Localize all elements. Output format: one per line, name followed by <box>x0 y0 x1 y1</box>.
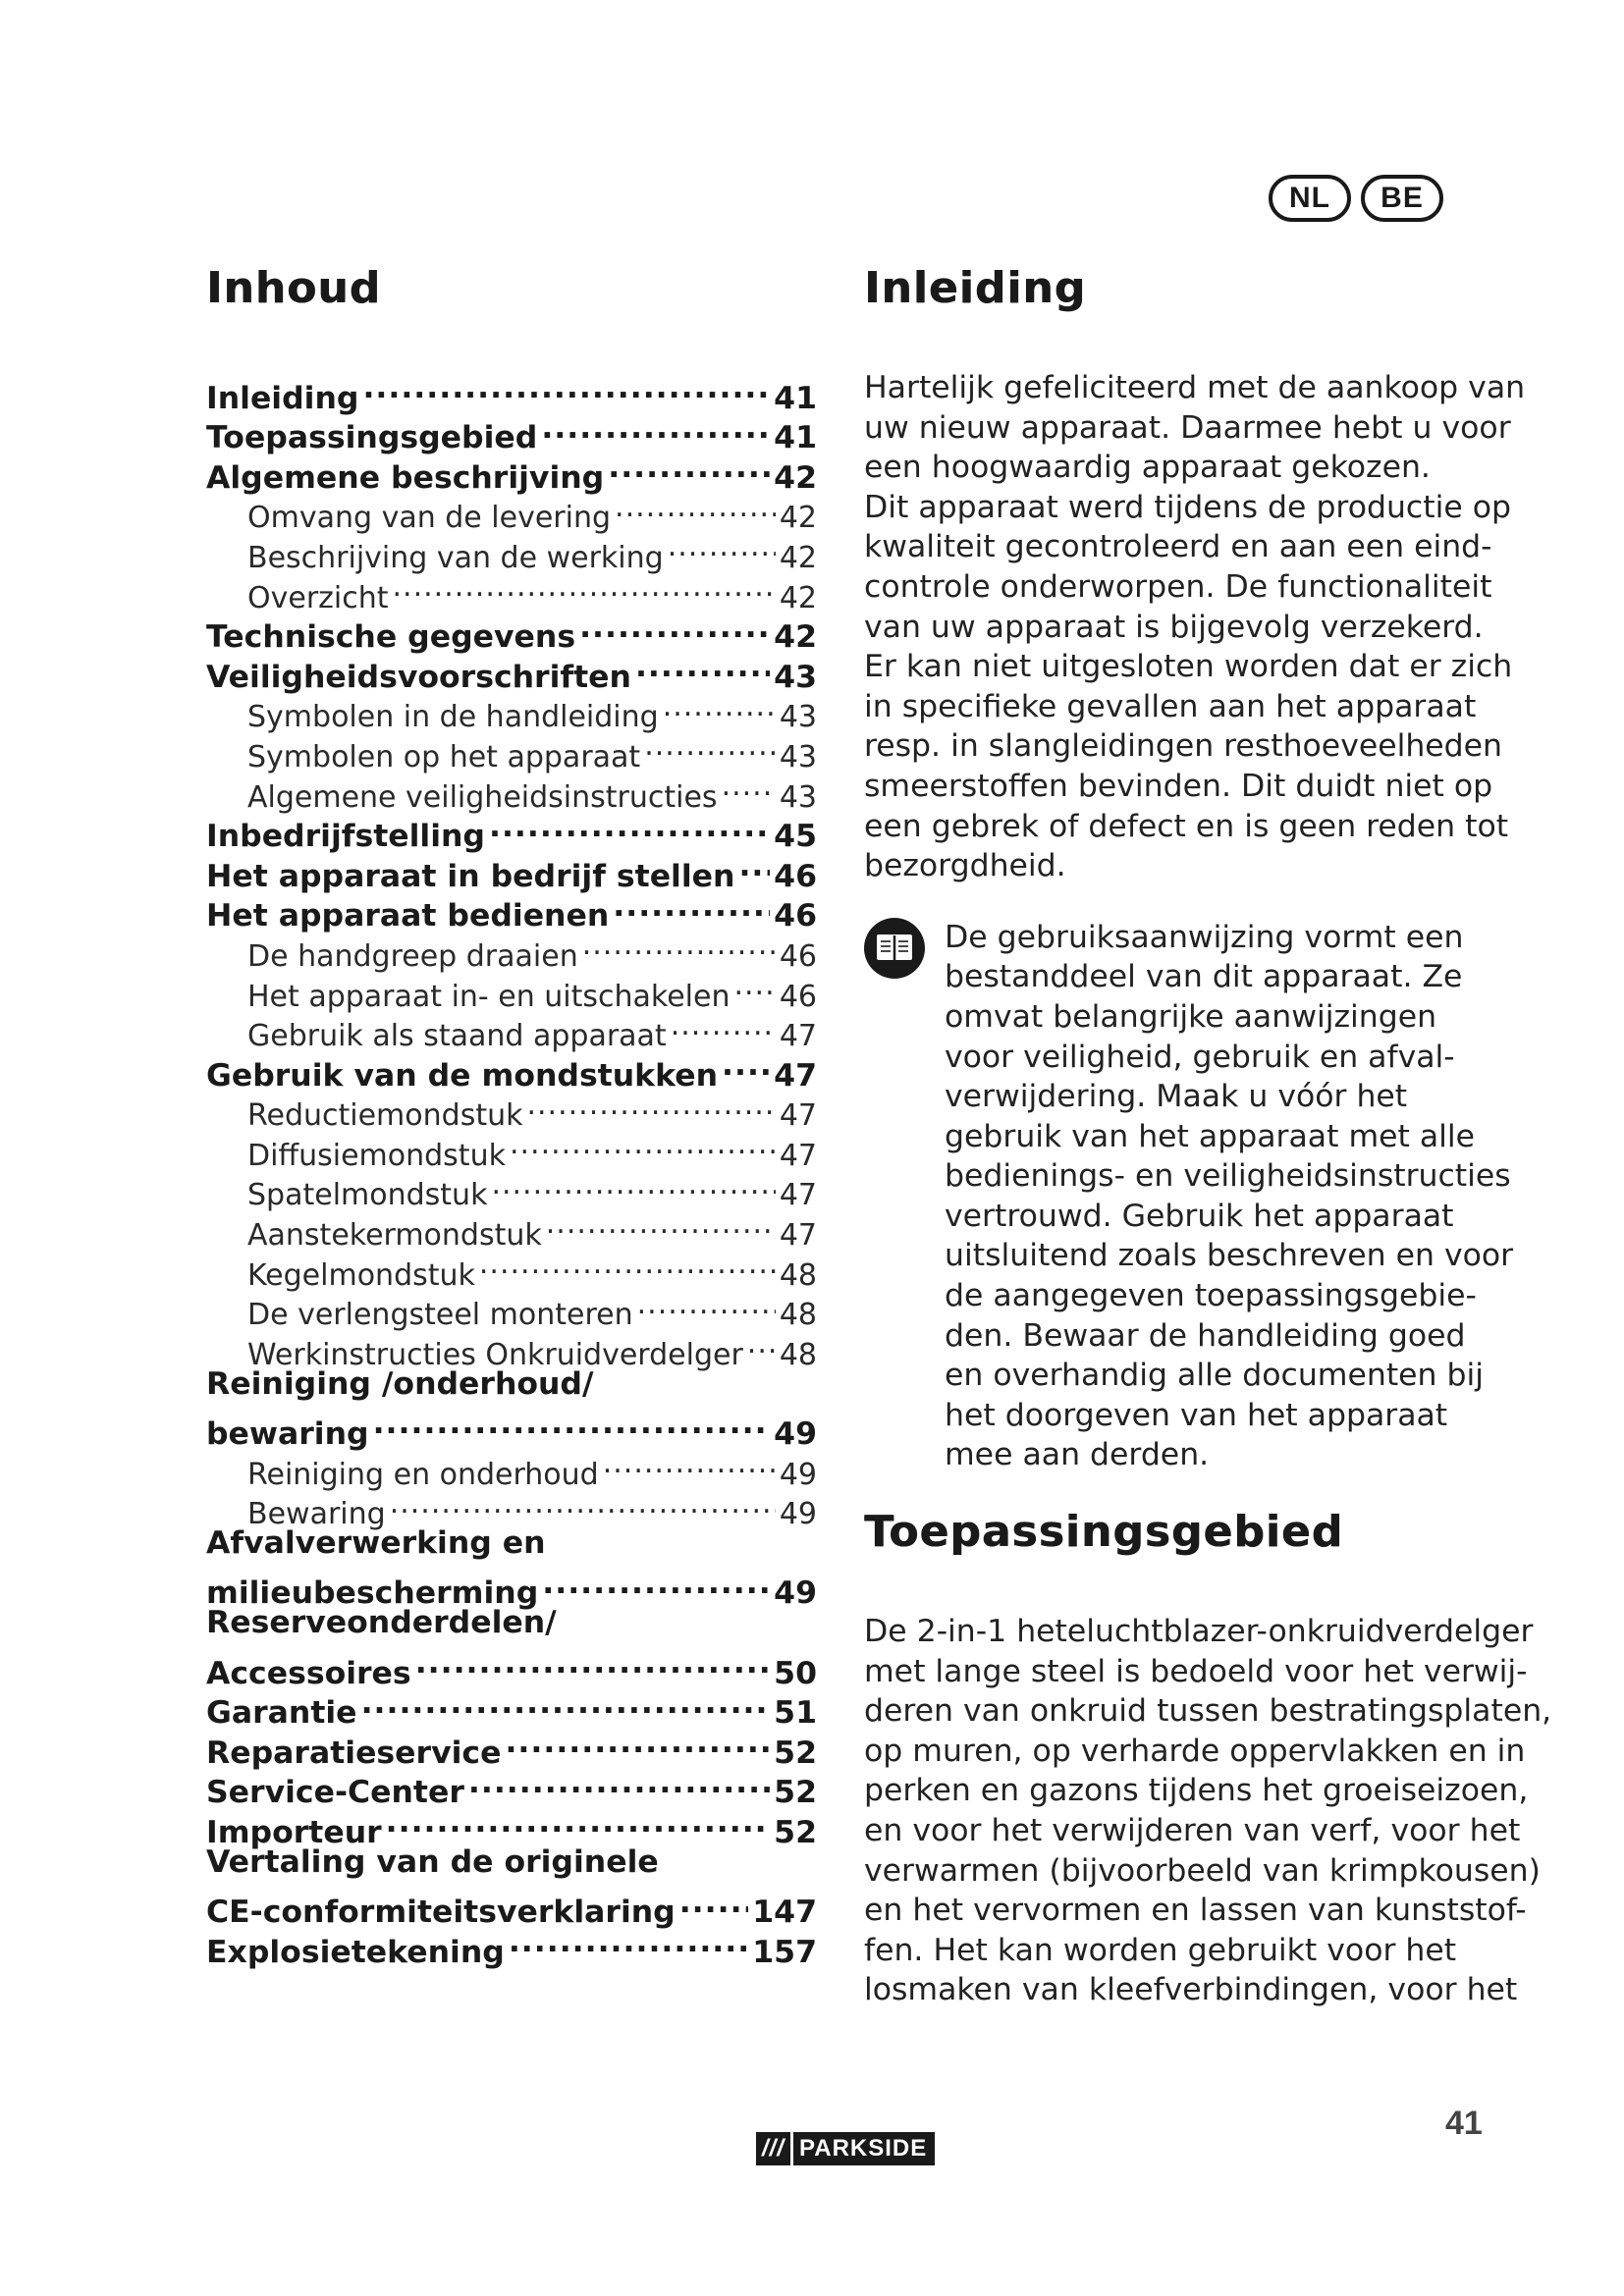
toc-entry-title: Reductiemondstuk <box>247 1098 523 1134</box>
toc-entry-title: De handgreep draaien <box>247 938 578 974</box>
toc-entry-title: Vertaling van de originele <box>206 1843 659 1880</box>
toc-entry-title: Service-Center <box>206 1775 464 1811</box>
toc-entry-title: Bewaring <box>247 1497 386 1532</box>
toc-column <box>206 263 817 1970</box>
toc-entry-title: Inbedrijfstelling <box>206 819 485 855</box>
toc-leader-dots <box>373 1404 771 1444</box>
text-line: deren van onkruid tussen bestratingsplaten, <box>864 1693 1552 1730</box>
page-number: 41 <box>1445 2105 1483 2142</box>
toc-leader-dots <box>479 1245 776 1285</box>
toc-entry-page: 47 <box>779 1098 817 1134</box>
toc-entry-title: Reserveonderdelen/ <box>206 1605 557 1641</box>
text-line: smeerstoffen bevinden. Dit duidt niet op <box>864 768 1493 804</box>
section-title-toepassingsgebied: Toepassingsgebied <box>864 1507 1344 1558</box>
toc-entry-page: 147 <box>752 1895 817 1931</box>
language-badge-be: BE <box>1361 175 1443 222</box>
text-line: controle onderworpen. De functionaliteit <box>864 568 1492 605</box>
text-line: een hoogwaardig apparaat gekozen. <box>864 450 1431 486</box>
toc-entry-title: Reiniging en onderhoud <box>247 1457 599 1492</box>
toc-leader-dots <box>679 1883 749 1923</box>
toc-leader-dots <box>393 567 776 608</box>
toc-leader-dots <box>526 1086 775 1126</box>
toc-leader-dots <box>361 1683 771 1724</box>
toc-entry <box>206 1564 817 1612</box>
toc-entry-page: 41 <box>774 380 817 416</box>
content-column <box>864 263 1552 2010</box>
toc-entry-page: 42 <box>779 540 817 575</box>
text-line: bedienings- en veiligheidsinstructies <box>945 1158 1511 1195</box>
toc-entry-page: 47 <box>774 1057 817 1094</box>
language-badges <box>1269 175 1443 222</box>
toc-entry-page: 46 <box>774 858 817 894</box>
toc-entry-page: 42 <box>779 501 817 536</box>
toc-entry-page: 45 <box>774 819 817 855</box>
toc-leader-dots <box>722 1045 770 1086</box>
text-line: Hartelijk gefeliciteerd met de aankoop van <box>864 370 1526 405</box>
toc-entry-title: Beschrijving van de werking <box>247 540 664 575</box>
toc-entry-page: 48 <box>779 1337 817 1372</box>
toc-leader-dots <box>509 1922 748 1962</box>
toc-entry-title: Gebruik van de mondstukken <box>206 1057 719 1094</box>
toc-entry-page: 43 <box>779 739 817 774</box>
toc-entry-title: Veiligheidsvoorschriften <box>206 659 631 695</box>
toc-entry-page: 52 <box>774 1775 817 1811</box>
text-line: uitsluitend zoals beschreven en voor <box>945 1238 1514 1274</box>
toc-entry-page: 42 <box>774 459 817 496</box>
text-line: mee aan derden. <box>945 1437 1210 1473</box>
toc-leader-dots <box>505 1723 770 1763</box>
text-line: verwijdering. Maak u vóór het <box>945 1079 1408 1115</box>
text-line: in specifieke gevallen aan het apparaat <box>864 688 1477 724</box>
toc-entry-title: Gebruik als staand apparaat <box>247 1019 667 1054</box>
book-icon <box>864 918 925 979</box>
text-line: en overhandig alle documenten bij <box>945 1358 1485 1394</box>
toc-entry-title: Reparatieservice <box>206 1735 502 1771</box>
section-title-inleiding: Inleiding <box>864 263 1087 313</box>
text-line: losmaken van kleefverbindingen, voor het <box>864 1972 1518 2008</box>
toc-entry-page: 48 <box>779 1298 817 1333</box>
toc-entry-title: Inleiding <box>206 380 359 416</box>
toc-entry-title: Symbolen in de handleiding <box>247 700 659 735</box>
toc-entry-title: Garantie <box>206 1695 357 1732</box>
toc-entry-title: Het apparaat bedienen <box>206 898 610 934</box>
toc-entry-title: milieubescherming <box>206 1575 539 1612</box>
toc-entry-page: 47 <box>779 1019 817 1054</box>
toc-leader-dots <box>489 807 770 847</box>
toc-entry-title: Afvalverwerking en <box>206 1525 546 1562</box>
toc-leader-dots <box>747 1324 776 1364</box>
text-line: uw nieuw apparaat. Daarmee hebt u voor <box>864 409 1511 446</box>
toc-entry-page: 47 <box>779 1178 817 1213</box>
text-line: perken en gazons tijdens het groeiseizoen, <box>864 1773 1529 1809</box>
toc-entry-page: 42 <box>779 580 817 615</box>
toc-entry-title: De verlengsteel monteren <box>247 1298 633 1333</box>
toc-entry-page: 41 <box>774 420 817 456</box>
toc-list <box>206 368 817 1970</box>
toc-entry <box>206 368 817 416</box>
toc-entry-page: 47 <box>779 1138 817 1173</box>
parkside-logo <box>756 2132 935 2165</box>
toc-entry-title: Spatelmondstuk <box>247 1178 488 1213</box>
toc-entry-page: 47 <box>779 1218 817 1254</box>
toc-leader-dots <box>390 1484 776 1524</box>
toc-entry <box>206 1523 817 1564</box>
toc-entry <box>206 1404 817 1453</box>
toc-leader-dots <box>668 527 776 567</box>
inleiding-paragraph <box>864 368 1526 886</box>
text-line: met lange steel is bedoeld voor het verwij- <box>864 1653 1528 1689</box>
text-line: voor veiligheid, gebruik en afval- <box>945 1039 1455 1075</box>
toc-entry-page: 49 <box>774 1416 817 1453</box>
text-line: gebruik van het apparaat met alle <box>945 1118 1476 1154</box>
text-line: kwaliteit gecontroleerd en aan een eind- <box>864 529 1492 565</box>
language-badge-nl: NL <box>1269 175 1351 222</box>
toc-entry-page: 50 <box>774 1655 817 1691</box>
toc-leader-dots <box>510 1125 776 1165</box>
toc-leader-dots <box>415 1643 770 1683</box>
brand-mark: /// <box>762 2135 785 2162</box>
toc-entry-page: 52 <box>774 1735 817 1771</box>
toc-entry-title: Aanstekermondstuk <box>247 1218 542 1254</box>
toc-leader-dots <box>603 1444 776 1484</box>
manual-note <box>864 918 1514 1475</box>
text-line: resp. in slangleidingen resthoeveelheden <box>864 728 1503 765</box>
toc-entry-title: CE-conformiteitsverklaring <box>206 1895 676 1931</box>
toc-entry <box>206 1643 817 1691</box>
toc-leader-dots <box>733 966 775 1006</box>
toc-entry-title: Explosietekening <box>206 1934 505 1970</box>
toc-entry-title: Kegelmondstuk <box>247 1257 475 1293</box>
toc-leader-dots <box>613 886 770 927</box>
text-line: den. Bewaar de handleiding goed <box>945 1317 1466 1354</box>
toc-entry-page: 49 <box>779 1457 817 1492</box>
toc-leader-dots <box>546 1204 776 1245</box>
toc-entry-page: 42 <box>774 619 817 656</box>
toc-entry <box>206 1603 817 1643</box>
text-line: bezorgdheid. <box>864 848 1066 884</box>
toc-leader-dots <box>738 846 770 886</box>
toc-entry-page: 46 <box>774 898 817 934</box>
toc-entry-title: bewaring <box>206 1416 369 1453</box>
toc-title: Inhoud <box>206 263 382 313</box>
text-line: en voor het verwijderen van verf, voor het <box>864 1813 1521 1848</box>
toc-leader-dots <box>579 608 770 648</box>
toc-leader-dots <box>386 1802 771 1842</box>
toc-leader-dots <box>491 1165 775 1205</box>
toc-leader-dots <box>722 767 776 807</box>
text-line: De gebruiksaanwijzing vormt een <box>945 919 1464 955</box>
toc-entry-title: Omvang van de levering <box>247 501 612 536</box>
toc-leader-dots <box>582 926 776 966</box>
toc-entry-title: Symbolen op het apparaat <box>247 739 641 774</box>
toc-leader-dots <box>637 1285 776 1325</box>
text-line: een gebrek of defect en is geen reden tot <box>864 808 1509 844</box>
toc-leader-dots <box>362 368 770 408</box>
toc-entry-title: Technische gegevens <box>206 619 576 656</box>
text-line: vertrouwd. Gebruik het apparaat <box>945 1198 1454 1234</box>
toc-entry-page: 157 <box>752 1934 817 1970</box>
brand-name: PARKSIDE <box>799 2135 928 2162</box>
toc-leader-dots <box>635 647 770 687</box>
text-line: het doorgeven van het apparaat <box>945 1397 1448 1433</box>
text-line: De 2-in-1 heteluchtblazer-onkruidverdelger <box>864 1614 1534 1650</box>
toc-leader-dots <box>663 687 776 727</box>
text-line: Er kan niet uitgesloten worden dat er zich <box>864 649 1513 685</box>
toc-leader-dots <box>615 488 776 528</box>
toc-entry-page: 51 <box>774 1695 817 1732</box>
toc-leader-dots <box>608 448 770 488</box>
toc-leader-dots <box>644 726 776 767</box>
toc-entry-title: Het apparaat in- en uitschakelen <box>247 979 731 1014</box>
toc-entry-title: Het apparaat in bedrijf stellen <box>206 858 735 894</box>
text-line: op muren, op verharde oppervlakken en in <box>864 1733 1526 1769</box>
toepassingsgebied-paragraph <box>864 1612 1552 2010</box>
toc-entry-title: Reiniging /onderhoud/ <box>206 1365 594 1402</box>
logo-divider <box>790 2132 793 2165</box>
toc-entry-page: 43 <box>779 700 817 735</box>
text-line: bestanddeel van dit apparaat. Ze <box>945 959 1463 995</box>
text-line: omvat belangrijke aanwijzingen <box>945 998 1437 1035</box>
text-line: Dit apparaat werd tijdens de productie op <box>864 489 1512 525</box>
toc-entry-title: Toepassingsgebied <box>206 420 538 456</box>
toc-entry-page: 43 <box>779 779 817 815</box>
toc-entry-page: 46 <box>779 938 817 974</box>
text-line: en het vervormen en lassen van kunststof- <box>864 1893 1527 1929</box>
text-line: de aangegeven toepassingsgebie- <box>945 1278 1477 1314</box>
text-line: fen. Het kan worden gebruikt voor het <box>864 1932 1457 1968</box>
toc-leader-dots <box>542 1564 770 1604</box>
toc-entry-title: Algemene beschrijving <box>206 459 605 496</box>
toc-entry-title: Werkinstructies Onkruidverdelger <box>247 1337 743 1372</box>
toc-entry-title: Accessoires <box>206 1655 411 1691</box>
text-line: van uw apparaat is bijgevolg verzekerd. <box>864 609 1484 645</box>
toc-entry-page: 43 <box>774 659 817 695</box>
toc-entry-title: Overzicht <box>247 580 389 615</box>
toc-leader-dots <box>671 1006 776 1046</box>
text-line: verwarmen (bijvoorbeeld van krimpkousen) <box>864 1852 1541 1889</box>
toc-entry-title: Importeur <box>206 1814 382 1850</box>
toc-leader-dots <box>541 408 770 449</box>
toc-entry-page: 49 <box>774 1575 817 1612</box>
toc-entry-page: 48 <box>779 1257 817 1293</box>
toc-entry-page: 46 <box>779 979 817 1014</box>
toc-entry-page: 52 <box>774 1814 817 1850</box>
toc-entry-title: Diffusiemondstuk <box>247 1138 506 1173</box>
toc-leader-dots <box>468 1763 770 1803</box>
manual-note-text <box>945 918 1513 1475</box>
toc-entry-page: 49 <box>779 1497 817 1532</box>
toc-entry-title: Algemene veiligheidsinstructies <box>247 779 718 815</box>
toc-entry <box>206 1883 817 1931</box>
toc-entry <box>206 1842 817 1883</box>
